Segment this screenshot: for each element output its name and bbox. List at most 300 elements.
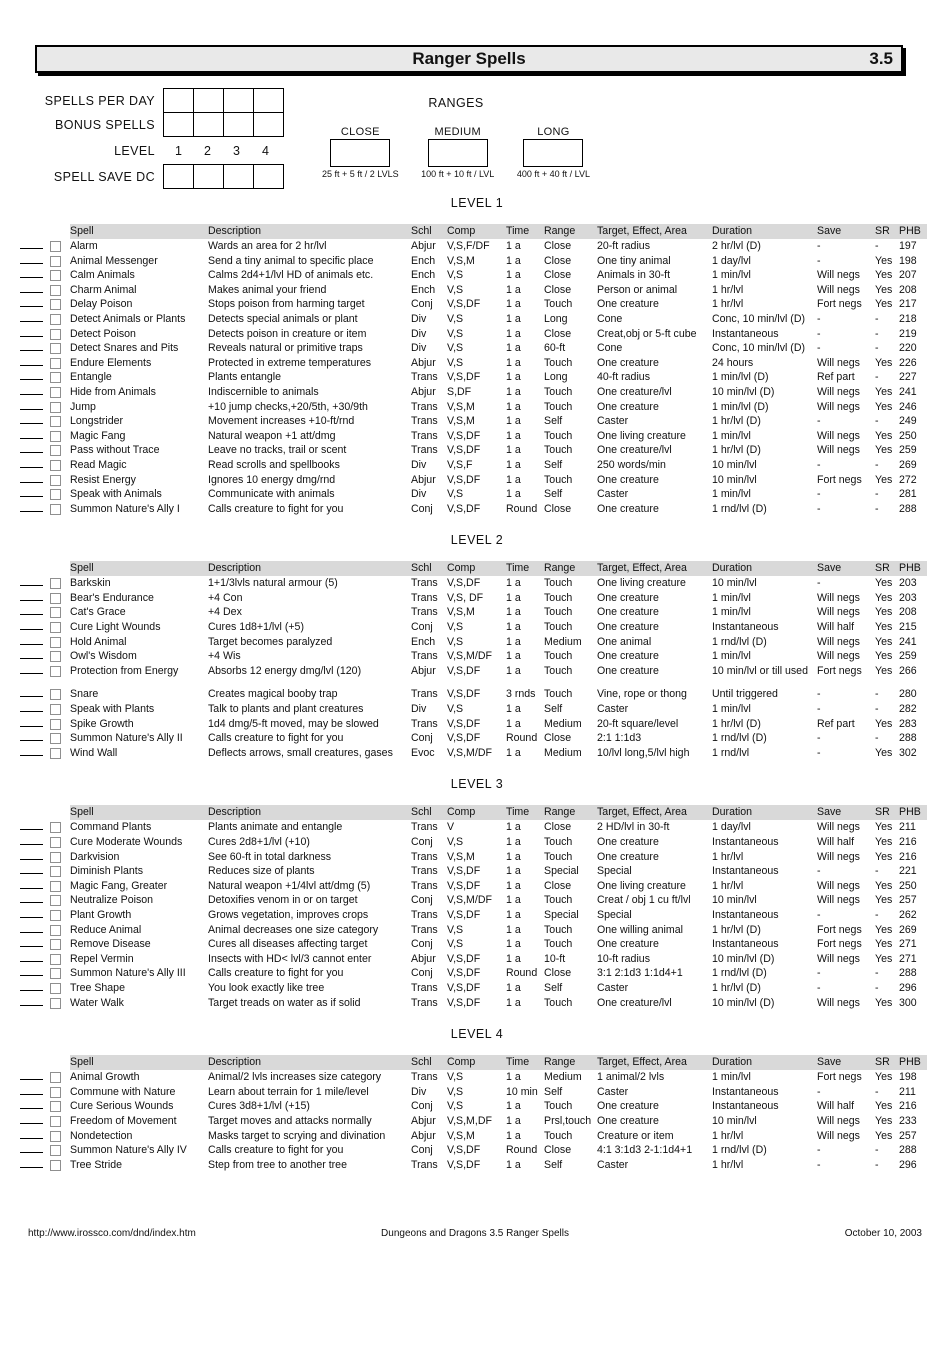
write-in-line (20, 1070, 43, 1080)
spell-schl: Trans (411, 908, 438, 921)
spell-desc: +4 Con (208, 591, 243, 604)
spell-checkbox[interactable] (50, 852, 61, 863)
row-gutter (20, 820, 70, 835)
write-in-line (20, 731, 43, 741)
spell-duration: 1 rnd/lvl (D) (712, 1144, 767, 1157)
spell-sr: Yes (875, 1129, 893, 1142)
row-gutter (20, 879, 70, 894)
range-fill-box[interactable] (428, 139, 488, 167)
column-header-save: Save (817, 224, 875, 239)
spell-duration: 1 min/lvl (712, 591, 751, 604)
spell-comp: V,S (447, 488, 464, 501)
spell-checkbox[interactable] (50, 637, 61, 648)
spell-time: 1 a (506, 298, 521, 311)
spell-spell: Owl's Wisdom (70, 650, 137, 663)
spell-sr: Yes (875, 1071, 893, 1084)
spell-checkbox[interactable] (50, 910, 61, 921)
spell-save: - (817, 688, 821, 701)
spell-time: 1 a (506, 240, 521, 252)
spell-checkbox[interactable] (50, 416, 61, 427)
spell-duration: 10 min/lvl or till used (712, 664, 808, 677)
row-gutter (20, 835, 70, 850)
spell-phb: 198 (899, 254, 917, 267)
spell-desc: Movement increases +10-ft/rnd (208, 415, 355, 428)
spell-checkbox[interactable] (50, 837, 61, 848)
spell-save-dc-cells (164, 164, 284, 189)
spell-schl: Abjur (411, 356, 436, 369)
spell-sr: - (875, 703, 879, 716)
spell-range: Self (544, 1158, 563, 1171)
spell-sr: Yes (875, 254, 893, 267)
spell-range: Medium (544, 746, 582, 759)
spell-comp: V,S (447, 836, 464, 848)
spell-range: Medium (544, 717, 582, 730)
spell-checkbox[interactable] (50, 285, 61, 296)
spell-row (20, 702, 934, 717)
write-in-line (20, 239, 43, 249)
spell-comp: V,S,DF (447, 473, 481, 486)
spell-target: 1 animal/2 lvls (597, 1071, 665, 1084)
range-fill-box[interactable] (523, 139, 583, 167)
bonus-spells-cell-1[interactable] (163, 112, 194, 137)
spell-row (20, 254, 934, 269)
table-header-row (20, 805, 934, 820)
spell-range: Touch (544, 400, 573, 413)
spell-checkbox[interactable] (50, 593, 61, 604)
row-gutter (20, 429, 70, 444)
spell-checkbox[interactable] (50, 475, 61, 486)
spell-row (20, 1129, 934, 1144)
spell-checkbox[interactable] (50, 299, 61, 310)
spell-schl: Conj (411, 967, 433, 980)
spell-sr: Yes (875, 664, 893, 677)
spell-checkbox[interactable] (50, 314, 61, 325)
spell-sr: - (875, 908, 879, 921)
column-header-sr: SR (875, 224, 899, 239)
spell-schl: Trans (411, 591, 438, 604)
spell-checkbox[interactable] (50, 241, 61, 252)
spell-checkbox[interactable] (50, 983, 61, 994)
spell-checkbox[interactable] (50, 1131, 61, 1142)
spell-phb: 208 (899, 606, 917, 619)
spell-checkbox[interactable] (50, 607, 61, 618)
column-header-time: Time (506, 224, 544, 239)
spell-checkbox[interactable] (50, 822, 61, 833)
spell-target: 2 HD/lvl in 30-ft (597, 821, 670, 834)
spell-save: Will negs (817, 952, 860, 965)
title-bar (35, 45, 903, 73)
write-in-line (20, 1085, 43, 1095)
spell-sr: Yes (875, 894, 893, 907)
spell-time: 1 a (506, 385, 521, 398)
write-in-line (20, 487, 43, 497)
spell-checkbox[interactable] (50, 881, 61, 892)
spell-sr: Yes (875, 1100, 893, 1113)
spell-comp: V,S,DF (447, 952, 481, 965)
row-gutter (20, 717, 70, 732)
spell-checkbox[interactable] (50, 270, 61, 281)
spell-sr: Yes (875, 938, 893, 951)
spell-checkbox[interactable] (50, 358, 61, 369)
spell-range: Touch (544, 650, 573, 663)
spell-duration: 10 min/lvl (712, 894, 757, 907)
spell-save-dc-cell-3[interactable] (223, 164, 254, 189)
bonus-spells-cell-2[interactable] (193, 112, 224, 137)
column-header-duration: Duration (712, 1055, 817, 1070)
spell-schl: Trans (411, 371, 438, 384)
spell-schl: Conj (411, 1100, 433, 1113)
spell-row (20, 327, 934, 342)
bonus-spells-cell-3[interactable] (223, 112, 254, 137)
spell-sr: Yes (875, 283, 893, 296)
bonus-spells-cells (164, 112, 284, 137)
spell-phb: 283 (899, 717, 917, 730)
spell-checkbox[interactable] (50, 445, 61, 456)
spell-desc: Calls creature to fight for you (208, 1144, 344, 1157)
spell-duration: 1 rnd/lvl (D) (712, 502, 767, 515)
spell-target: One tiny animal (597, 254, 671, 267)
spell-time: 1 a (506, 254, 521, 267)
spell-checkbox[interactable] (50, 733, 61, 744)
spell-schl: Conj (411, 502, 433, 515)
spell-row (20, 385, 934, 400)
level-heading: LEVEL 3 (450, 777, 504, 792)
spell-range: Long (544, 312, 568, 325)
spell-checkbox[interactable] (50, 748, 61, 759)
spell-checkbox[interactable] (50, 402, 61, 413)
spell-checkbox[interactable] (50, 866, 61, 877)
spell-desc: Protected in extreme temperatures (208, 356, 372, 369)
spell-range: Touch (544, 606, 573, 619)
spell-phb: 203 (899, 577, 917, 590)
spell-checkbox[interactable] (50, 387, 61, 398)
spell-desc: Natural weapon +1 att/dmg (208, 429, 336, 442)
spell-checkbox[interactable] (50, 651, 61, 662)
row-spacer (20, 678, 934, 687)
spell-duration: 1 min/lvl (712, 650, 751, 663)
spell-duration: 1 hr/lvl (712, 283, 744, 296)
spell-duration: 24 hours (712, 356, 754, 369)
spell-spell: Resist Energy (70, 473, 136, 486)
spell-range: Special (544, 865, 579, 878)
spell-save: Will negs (817, 283, 860, 296)
row-gutter (20, 952, 70, 967)
spell-phb: 302 (899, 746, 917, 759)
spell-comp: V,S (447, 621, 464, 634)
spell-spell: Repel Vermin (70, 952, 134, 965)
spell-comp: V,S (447, 356, 464, 369)
spell-phb: 241 (899, 635, 917, 648)
spell-checkbox[interactable] (50, 689, 61, 700)
spells-per-day-cell-1[interactable] (163, 88, 194, 113)
spell-duration: Instantaneous (712, 938, 779, 951)
spell-time: 10 min (506, 1085, 538, 1098)
spells-per-day-cell-4[interactable] (253, 88, 284, 113)
spell-target: 2:1 1:1d3 (597, 732, 642, 745)
spell-save: Will negs (817, 821, 860, 834)
spell-spell: Freedom of Movement (70, 1114, 177, 1127)
spell-duration: 1 hr/lvl (D) (712, 981, 761, 994)
spell-duration: Instantaneous (712, 621, 779, 634)
spell-spell: Summon Nature's Ally IV (70, 1144, 187, 1157)
spell-checkbox[interactable] (50, 925, 61, 936)
spell-phb: 211 (899, 1085, 916, 1098)
row-gutter (20, 341, 70, 356)
spell-checkbox[interactable] (50, 460, 61, 471)
spell-row (20, 620, 934, 635)
spell-sr: Yes (875, 1114, 893, 1127)
spell-phb: 227 (899, 371, 917, 384)
spell-save: Will negs (817, 385, 860, 398)
spell-checkbox[interactable] (50, 1087, 61, 1098)
spell-sr: - (875, 865, 879, 878)
spell-duration: 1 min/lvl (D) (712, 371, 769, 384)
row-gutter (20, 370, 70, 385)
bonus-spells-cell-4[interactable] (253, 112, 284, 137)
spell-spell: Protection from Energy (70, 664, 179, 677)
spell-comp: V,S,M/DF (447, 650, 492, 663)
spell-comp: V,S,DF (447, 502, 481, 515)
spell-checkbox[interactable] (50, 256, 61, 267)
spell-save: Will negs (817, 591, 860, 604)
spell-phb: 197 (899, 240, 917, 252)
spell-row (20, 283, 934, 298)
spell-spell: Cure Moderate Wounds (70, 836, 183, 848)
spell-range: Touch (544, 591, 573, 604)
spell-save: Will negs (817, 356, 860, 369)
row-gutter (20, 664, 70, 679)
spell-row (20, 429, 934, 444)
spell-range: Close (544, 502, 572, 515)
row-gutter (20, 850, 70, 865)
spell-range: Medium (544, 635, 582, 648)
spell-target: One creature/lvl (597, 996, 672, 1009)
spell-save: Ref part (817, 371, 855, 384)
spell-desc: Leave no tracks, trail or scent (208, 444, 347, 457)
ranges-items (322, 126, 590, 179)
spell-time: 1 a (506, 938, 521, 951)
spell-desc: Absorbs 12 energy dmg/lvl (120) (208, 664, 362, 677)
spell-sr: Yes (875, 269, 893, 282)
column-header-phb: PHB (899, 1055, 927, 1070)
spells-per-day-cell-3[interactable] (223, 88, 254, 113)
spell-checkbox[interactable] (50, 1160, 61, 1171)
column-header-duration: Duration (712, 561, 817, 576)
spell-duration: 10 min/lvl (D) (712, 952, 775, 965)
spell-comp: V,S,F/DF (447, 240, 490, 252)
spell-table (20, 1055, 934, 1172)
spell-target: One creature/lvl (597, 385, 672, 398)
spell-duration: Instantaneous (712, 1100, 779, 1113)
spell-checkbox[interactable] (50, 704, 61, 715)
level-number-3: 3 (233, 144, 240, 158)
spell-phb: 215 (899, 621, 917, 634)
spell-spell: Summon Nature's Ally I (70, 502, 180, 515)
write-in-line (20, 966, 43, 976)
spell-phb: 282 (899, 703, 917, 716)
spell-comp: V,S,DF (447, 879, 481, 892)
spell-time: 1 a (506, 327, 521, 340)
spell-time: 1 a (506, 1158, 521, 1171)
spell-save: - (817, 327, 821, 340)
spell-target: One creature/lvl (597, 444, 672, 457)
spell-tables (20, 196, 934, 1189)
spell-comp: V,S,DF (447, 732, 481, 745)
write-in-line (20, 746, 43, 756)
spells-per-day-cell-2[interactable] (193, 88, 224, 113)
spell-checkbox[interactable] (50, 489, 61, 500)
spells-per-day-label: SPELLS PER DAY (44, 93, 155, 108)
spell-row (20, 937, 934, 952)
range-fill-box[interactable] (330, 139, 390, 167)
spell-spell: Delay Poison (70, 298, 133, 311)
write-in-line (20, 283, 43, 293)
spell-sr: Yes (875, 444, 893, 457)
spell-checkbox[interactable] (50, 329, 61, 340)
spell-row (20, 1114, 934, 1129)
spell-checkbox[interactable] (50, 1101, 61, 1112)
column-header-schl: Schl (411, 805, 447, 820)
write-in-line (20, 702, 43, 712)
spell-checkbox[interactable] (50, 1072, 61, 1083)
spell-checkbox[interactable] (50, 431, 61, 442)
spell-row (20, 717, 934, 732)
spell-duration: Instantaneous (712, 908, 779, 921)
spell-range: Close (544, 327, 572, 340)
spell-desc: Detects poison in creature or item (208, 327, 367, 340)
spell-checkbox[interactable] (50, 504, 61, 515)
write-in-line (20, 268, 43, 278)
row-gutter (20, 687, 70, 702)
spell-save-dc-cell-4[interactable] (253, 164, 284, 189)
spell-checkbox[interactable] (50, 1145, 61, 1156)
spell-range: Touch (544, 894, 573, 907)
spell-checkbox[interactable] (50, 895, 61, 906)
spell-checkbox[interactable] (50, 343, 61, 354)
spell-save: Will half (817, 836, 855, 848)
spell-schl: Abjur (411, 1129, 436, 1142)
spell-duration: 1 hr/lvl (712, 1158, 744, 1171)
spell-save-dc-label: SPELL SAVE DC (53, 169, 155, 184)
column-header-schl: Schl (411, 561, 447, 576)
column-header-range: Range (544, 224, 597, 239)
spell-schl: Conj (411, 732, 433, 745)
write-in-line (20, 850, 43, 860)
spell-range: Close (544, 879, 572, 892)
spell-spell: Animal Messenger (70, 254, 158, 267)
write-in-line (20, 327, 43, 337)
write-in-line (20, 908, 43, 918)
spell-target: One living creature (597, 879, 686, 892)
footer-center-text: Dungeons and Dragons 3.5 Ranger Spells (381, 1228, 569, 1239)
spell-duration: 1 min/lvl (712, 429, 751, 442)
level-heading: LEVEL 1 (450, 196, 504, 210)
column-header-phb: PHB (899, 561, 927, 576)
spell-sr: - (875, 415, 879, 428)
spell-checkbox[interactable] (50, 719, 61, 730)
spell-schl: Trans (411, 923, 438, 936)
spell-time: 1 a (506, 650, 521, 663)
spell-checkbox[interactable] (50, 622, 61, 633)
spell-phb: 271 (899, 952, 917, 965)
spell-duration: 1 hr/lvl (712, 1129, 744, 1142)
spell-desc: Plants animate and entangle (208, 821, 343, 834)
spell-sr: - (875, 732, 879, 745)
column-header-comp: Comp (447, 1055, 506, 1070)
spell-desc: Calls creature to fight for you (208, 967, 344, 980)
spell-target: One creature (597, 621, 659, 634)
row-gutter (20, 1158, 70, 1173)
spell-row (20, 746, 934, 761)
spell-desc: 1+1/3lvls natural armour (5) (208, 577, 338, 590)
spell-desc: Calls creature to fight for you (208, 502, 344, 515)
spell-spell: Magic Fang (70, 429, 126, 442)
row-gutter (20, 268, 70, 283)
spell-target: One willing animal (597, 923, 683, 936)
spell-checkbox[interactable] (50, 998, 61, 1009)
spell-checkbox[interactable] (50, 666, 61, 677)
row-gutter (20, 356, 70, 371)
table-header-row (20, 224, 934, 239)
spell-spell: Animal Growth (70, 1071, 140, 1084)
range-item-long (517, 126, 590, 179)
spell-checkbox[interactable] (50, 954, 61, 965)
column-header-comp: Comp (447, 561, 506, 576)
spell-checkbox[interactable] (50, 939, 61, 950)
row-gutter (20, 385, 70, 400)
row-gutter (20, 731, 70, 746)
spell-schl: Trans (411, 996, 438, 1009)
write-in-line (20, 893, 43, 903)
header-gutter (20, 224, 70, 239)
spell-duration: 1 min/lvl (712, 488, 751, 501)
spell-schl: Div (411, 488, 427, 501)
spell-target: One creature (597, 836, 659, 848)
spell-desc: Cures 2d8+1/lvl (+10) (208, 836, 310, 848)
spell-checkbox[interactable] (50, 372, 61, 383)
spell-target: One living creature (597, 577, 686, 590)
spell-spell: Detect Animals or Plants (70, 312, 186, 325)
spell-time: 1 a (506, 591, 521, 604)
spell-sr: Yes (875, 635, 893, 648)
spell-checkbox[interactable] (50, 578, 61, 589)
spell-spell: Diminish Plants (70, 865, 144, 878)
range-formula: 400 ft + 40 ft / LVL (516, 169, 590, 179)
spell-phb: 288 (899, 1144, 917, 1157)
spell-save-dc-cell-2[interactable] (193, 164, 224, 189)
spell-sr: - (875, 1144, 879, 1157)
spell-desc: Calls creature to fight for you (208, 732, 344, 745)
spell-comp: S,DF (447, 385, 472, 398)
spell-save-dc-cell-1[interactable] (163, 164, 194, 189)
spell-save: Will half (817, 1100, 855, 1113)
spell-desc: 1d4 dmg/5-ft moved, may be slowed (208, 717, 379, 730)
spell-row (20, 893, 934, 908)
spell-target: Caster (597, 703, 629, 716)
column-header-range: Range (544, 561, 597, 576)
spell-row (20, 635, 934, 650)
spell-checkbox[interactable] (50, 1116, 61, 1127)
spell-duration: Conc, 10 min/lvl (D) (712, 312, 806, 325)
spell-spell: Detect Snares and Pits (70, 342, 179, 355)
spell-phb: 269 (899, 923, 917, 936)
row-gutter (20, 937, 70, 952)
spell-checkbox[interactable] (50, 968, 61, 979)
spell-save: - (817, 458, 821, 471)
row-gutter (20, 1085, 70, 1100)
level-heading: LEVEL 2 (450, 533, 504, 548)
spell-duration: 1 min/lvl (712, 703, 751, 716)
